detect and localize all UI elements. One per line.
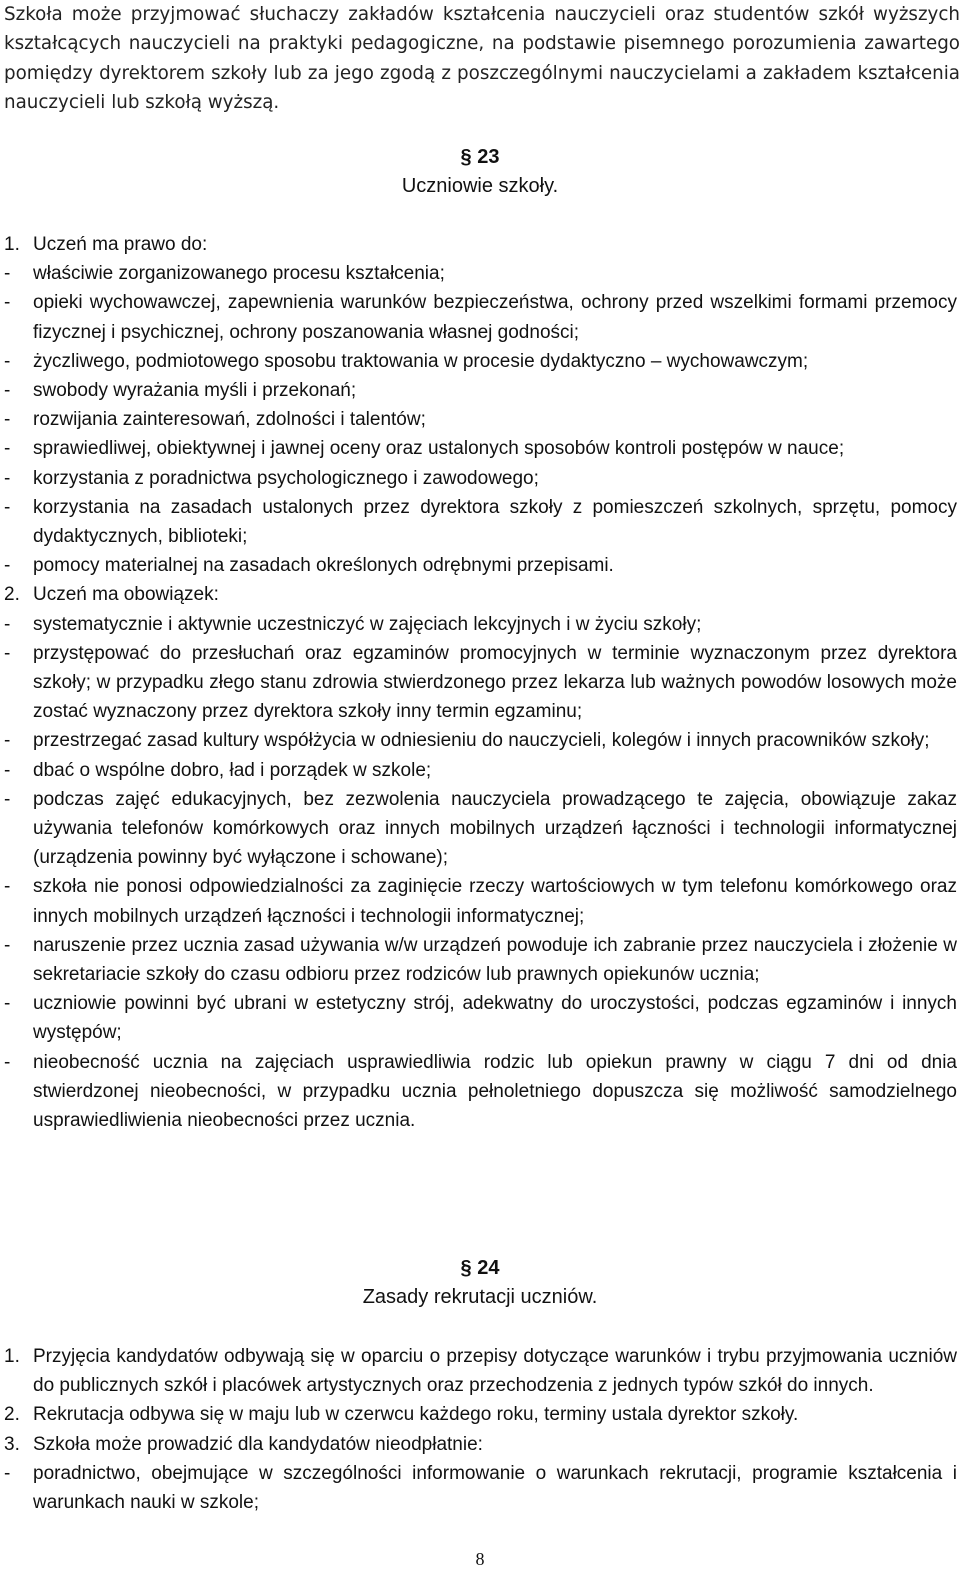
list-item-text: rozwijania zainteresowań, zdolności i talentów; xyxy=(33,409,426,431)
list-item-text: życzliwego, podmiotowego sposobu traktowania w procesie dydaktyczno – wychowawczym; xyxy=(33,350,809,372)
list-marker: - xyxy=(4,292,11,314)
list-item-text: korzystania z poradnictwa psychologicznego i zawodowego; xyxy=(33,467,539,489)
section-24-number: § 24 xyxy=(460,1257,500,1279)
list-marker: 1. xyxy=(4,234,20,255)
list-marker: - xyxy=(4,1051,11,1073)
list-item xyxy=(4,580,957,609)
list-item-text: nieobecność ucznia na zajęciach usprawiedliwia rodzic lub opiekun prawny w ciągu 7 dni od dnia stwierdzonej nieobecności, w przypadku ucznia pełnoletniego dopuszcza się możliwość samodzielnego usprawiedliwienia nieobecności przez ucznia. xyxy=(33,1051,957,1132)
list-item-text: korzystania na zasadach ustalonych przez dyrektora szkoły z pomieszczeń szkolnych, sprzętu, pomocy dydaktycznych, biblioteki; xyxy=(33,496,957,548)
list-marker: - xyxy=(4,613,11,635)
list-marker: - xyxy=(4,730,11,752)
list-marker: - xyxy=(4,438,11,460)
list-item-text: Szkoła może prowadzić dla kandydatów nieodpłatnie: xyxy=(33,1433,483,1455)
list-item-text: Rekrutacja odbywa się w maju lub w czerwcu każdego roku, terminy ustala dyrektor szkoły. xyxy=(33,1404,799,1426)
list-item xyxy=(4,872,957,930)
list-marker: - xyxy=(4,380,11,402)
list-item xyxy=(4,1400,957,1429)
section-23-heading xyxy=(0,143,960,201)
list-item-text: poradnictwo, obejmujące w szczególności informowanie o warunkach rekrutacji, programie kształcenia i warunkach nauki w szkole; xyxy=(33,1462,957,1514)
section-23-list xyxy=(4,230,957,1135)
intro-paragraph: Szkoła może przyjmować słuchaczy zakładów kształcenia nauczycieli oraz studentów szkół wyższych kształcących nauczycieli na praktyki pedagogiczne, na podstawie pisemnego porozumienia zawartego pomiędzy dyrektorem szkoły lub za jego zgodą z poszczególnymi nauczycielami a zakładem kształcenia nauczycieli lub szkołą wyższą. xyxy=(4,4,960,113)
list-item xyxy=(4,931,957,989)
list-item-text: naruszenie przez ucznia zasad używania w/w urządzeń powoduje ich zabranie przez nauczyciela i złożenie w sekretariacie szkoły do czasu odbioru przez rodziców lub prawnych opiekunów ucznia; xyxy=(33,934,957,986)
section-24-heading xyxy=(0,1254,960,1312)
page-number: 8 xyxy=(475,1549,485,1569)
list-marker: - xyxy=(4,642,11,664)
list-item-text: dbać o wspólne dobro, ład i porządek w szkole; xyxy=(33,759,432,781)
list-marker: 2. xyxy=(4,1404,20,1426)
list-item xyxy=(4,493,957,551)
list-item-text: właściwie zorganizowanego procesu kształcenia; xyxy=(33,263,445,285)
list-marker: - xyxy=(4,876,11,898)
list-item-text: szkoła nie ponosi odpowiedzialności za zaginięcie rzeczy wartościowych w tym telefonu komórkowego oraz innych mobilnych urządzeń łączności i technologii informatycznej; xyxy=(33,876,957,927)
list-marker: 2. xyxy=(4,584,20,606)
list-item-text: opieki wychowawczej, zapewnienia warunków bezpieczeństwa, ochrony przed wszelkimi formami przemocy fizycznej i psychicznej, ochrony poszanowania własnej godności; xyxy=(33,292,957,343)
list-marker: - xyxy=(4,788,11,810)
list-item xyxy=(4,1048,957,1136)
list-item xyxy=(4,434,957,463)
list-item-text: przestrzegać zasad kultury współżycia w odniesieniu do nauczycieli, kolegów i innych pracowników szkoły; xyxy=(33,730,930,752)
list-item-text: Uczeń ma obowiązek: xyxy=(33,584,219,606)
list-marker: - xyxy=(4,759,11,781)
list-item xyxy=(4,376,957,405)
list-item xyxy=(4,785,957,873)
list-marker: - xyxy=(4,1462,11,1484)
list-item xyxy=(4,288,957,346)
list-item-text: podczas zajęć edukacyjnych, bez zezwolenia nauczyciela prowadzącego te zajęcia, obowiązuje zakaz używania telefonów komórkowych oraz innych mobilnych urządzeń łączności i technologii informatycznej (urządzenia powinny być wyłączone i schowane); xyxy=(33,788,957,869)
list-marker: - xyxy=(4,496,11,518)
list-item-text: uczniowie powinni być ubrani w estetyczny strój, adekwatny do uroczystości, podczas egzaminów i innych występów; xyxy=(33,993,957,1044)
list-item-text: Uczeń ma prawo do: xyxy=(33,234,208,255)
list-item xyxy=(4,1342,957,1400)
list-marker: - xyxy=(4,409,11,431)
list-item xyxy=(4,989,957,1047)
list-item xyxy=(4,230,957,259)
list-item xyxy=(4,1430,957,1459)
list-item xyxy=(4,405,957,434)
list-item xyxy=(4,259,957,288)
list-item-text: sprawiedliwej, obiektywnej i jawnej oceny oraz ustalonych sposobów kontroli postępów w nauce; xyxy=(33,438,845,460)
list-item xyxy=(4,464,957,493)
list-item xyxy=(4,756,957,785)
list-item-text: systematycznie i aktywnie uczestniczyć w zajęciach lekcyjnych i w życiu szkoły; xyxy=(33,613,702,635)
list-marker: 3. xyxy=(4,1433,20,1455)
list-marker: 1. xyxy=(4,1346,20,1367)
section-23-title: Uczniowie szkoły. xyxy=(401,175,559,197)
list-marker: - xyxy=(4,350,11,372)
list-item xyxy=(4,1459,957,1517)
list-marker: - xyxy=(4,934,11,956)
list-item-text: Przyjęcia kandydatów odbywają się w oparciu o przepisy dotyczące warunków i trybu przyjmowania uczniów do publicznych szkół i placówek artystycznych oraz przechodzenia z jednych typów szkół do innych. xyxy=(33,1346,957,1397)
list-item-text: pomocy materialnej na zasadach określonych odrębnymi przepisami. xyxy=(33,555,614,577)
list-item xyxy=(4,551,957,580)
list-item-text: swobody wyrażania myśli i przekonań; xyxy=(33,380,357,402)
list-marker: - xyxy=(4,993,11,1015)
list-marker: - xyxy=(4,263,11,285)
list-item xyxy=(4,610,957,639)
list-marker: - xyxy=(4,467,11,489)
list-marker: - xyxy=(4,555,11,577)
list-item xyxy=(4,726,957,755)
section-24-list xyxy=(4,1342,957,1517)
list-item-text: przystępować do przesłuchań oraz egzaminów promocyjnych w terminie wyznaczonym przez dyrektora szkoły; w przypadku złego stanu zdrowia stwierdzonego przez lekarza lub ważnych powodów losowych może zostać wyznaczony przez dyrektora szkoły inny termin egzaminu; xyxy=(33,642,957,723)
section-24-title: Zasady rekrutacji uczniów. xyxy=(362,1286,598,1308)
section-23-number: § 23 xyxy=(460,146,500,168)
list-item xyxy=(4,639,957,727)
list-item xyxy=(4,347,957,376)
